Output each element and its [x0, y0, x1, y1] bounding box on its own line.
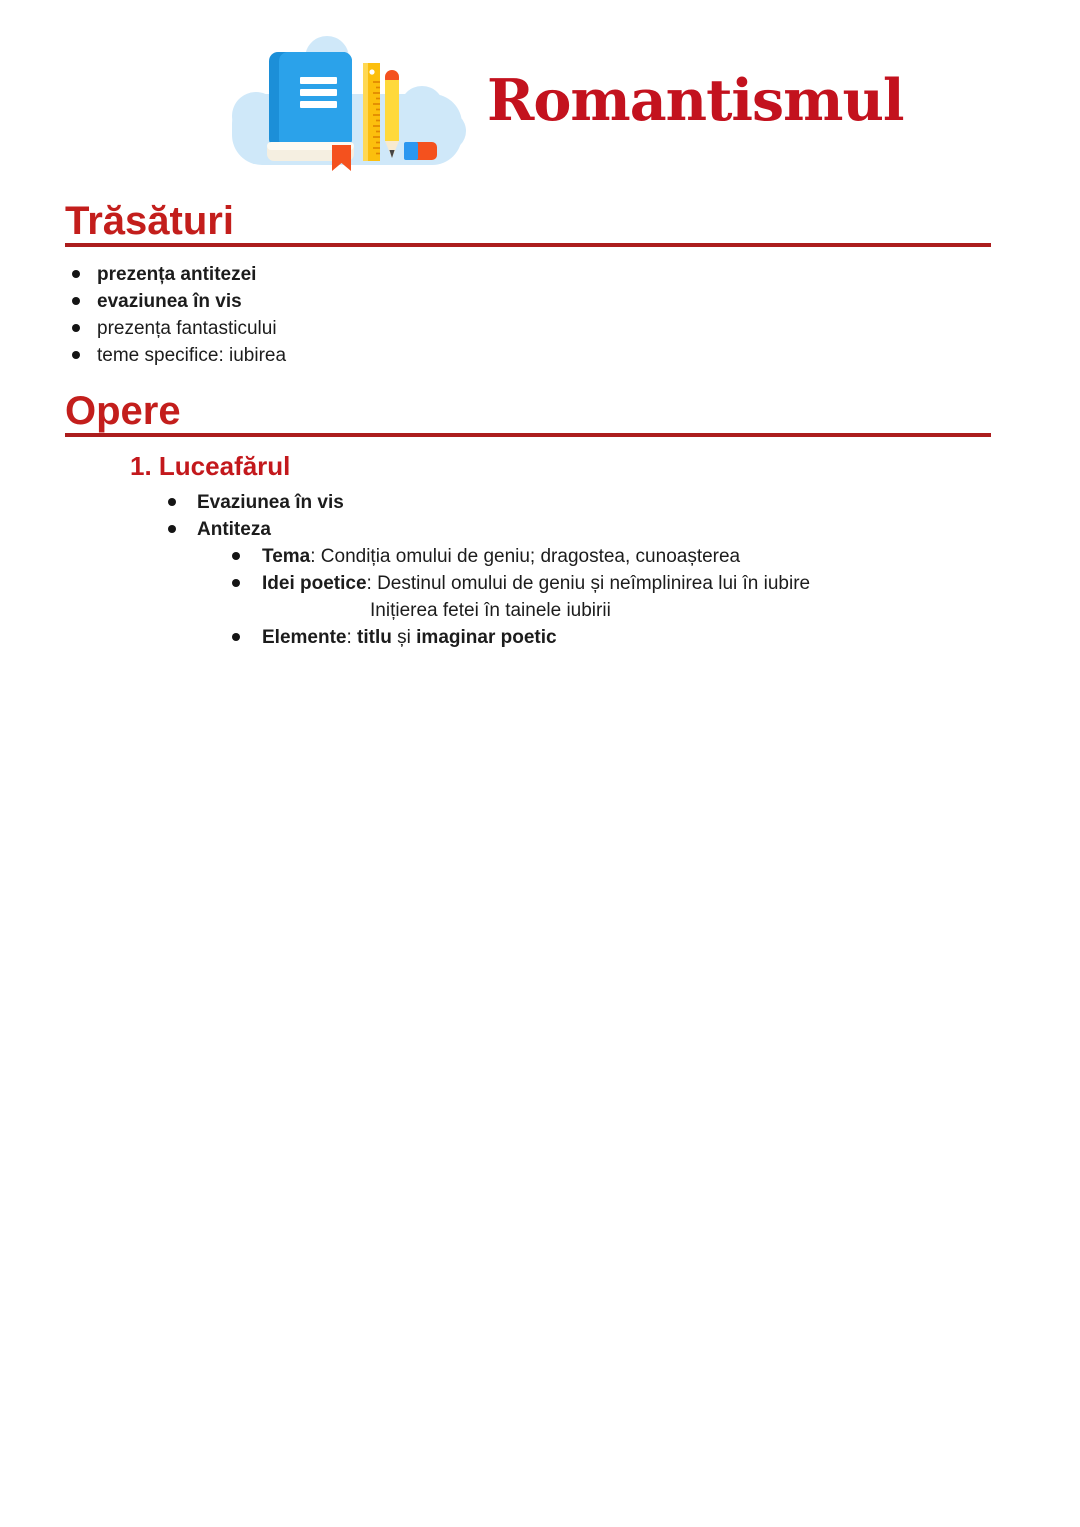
detail-text-bold: titlu [357, 627, 392, 648]
list-item [65, 342, 1080, 369]
book-stationery-illustration [232, 28, 467, 178]
work-name: Luceafărul [158, 451, 291, 481]
list-item-elemente [232, 624, 1080, 651]
bookmark-icon [332, 145, 351, 171]
bullet-icon [232, 633, 240, 641]
work-bullet-list [168, 489, 1080, 543]
list-item-text: prezența antitezei [97, 264, 257, 285]
detail-text: : Condiția omului de geniu; dragostea, cunoașterea [310, 546, 741, 567]
document-content [0, 200, 1080, 651]
bullet-icon [168, 498, 176, 506]
bullet-icon [232, 552, 240, 560]
bullet-icon [168, 525, 176, 533]
list-item-tema [232, 543, 1080, 570]
eraser-icon [404, 142, 437, 160]
detail-text: și [391, 627, 417, 648]
bullet-icon [72, 324, 80, 332]
bullet-icon [72, 270, 80, 278]
list-item-text: evaziunea în vis [97, 291, 242, 312]
detail-text: : Destinul omului de geniu și neîmplinirea lui în iubire [366, 573, 811, 594]
book-icon [267, 52, 354, 171]
work-number: 1. [130, 451, 152, 481]
document-header [0, 0, 1080, 180]
detail-continuation: Inițierea fetei în tainele iubirii [370, 600, 611, 621]
bullet-icon [232, 579, 240, 587]
list-item-text: Evaziunea în vis [197, 492, 344, 513]
list-item-text: Antiteza [197, 519, 271, 540]
detail-label: Idei poetice [262, 573, 367, 594]
section-heading-opere: Opere [65, 390, 991, 437]
detail-separator: : [346, 627, 358, 648]
trasaturi-list [65, 261, 1080, 369]
book-lines-icon [300, 77, 337, 108]
section-trasaturi [65, 200, 1080, 369]
work-title [130, 452, 1080, 480]
section-opere [65, 390, 1080, 651]
section-heading-trasaturi: Trăsături [65, 200, 991, 247]
work-detail-list [232, 543, 1080, 651]
list-item-idei-poetice [232, 570, 1080, 624]
list-item-text: prezența fantasticului [97, 318, 277, 339]
detail-label: Tema [262, 546, 311, 567]
detail-label: Elemente [262, 627, 347, 648]
list-item-text: teme specifice: iubirea [97, 345, 287, 366]
list-item [168, 516, 1080, 543]
list-item [168, 489, 1080, 516]
bullet-icon [72, 351, 80, 359]
detail-text-bold: imaginar poetic [416, 627, 557, 648]
ruler-icon [363, 63, 380, 161]
bullet-icon [72, 297, 80, 305]
list-item [65, 288, 1080, 315]
list-item [65, 261, 1080, 288]
list-item [65, 315, 1080, 342]
pencil-icon [385, 70, 399, 158]
document-title: Romantismul [487, 67, 904, 134]
